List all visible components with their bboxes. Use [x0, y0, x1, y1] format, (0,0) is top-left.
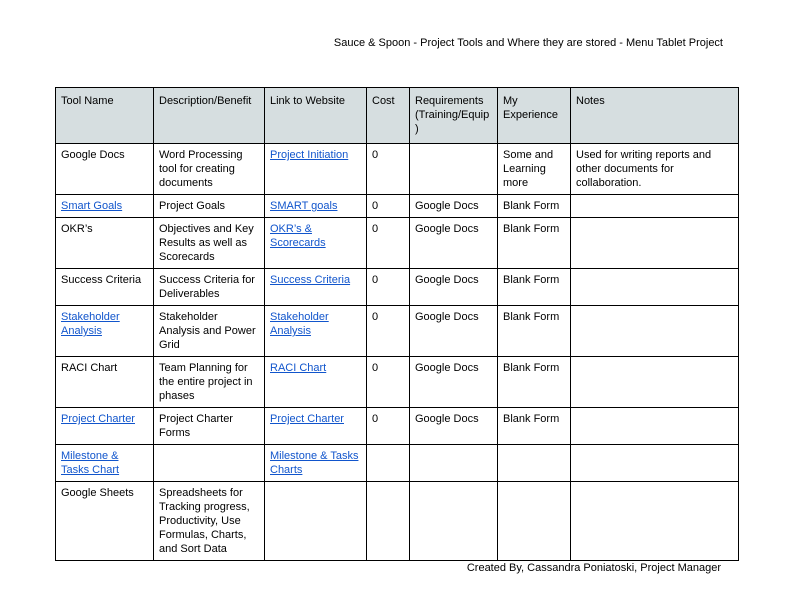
cell-experience	[498, 218, 571, 269]
cell-text: Google Docs	[61, 149, 125, 161]
cell-notes	[571, 445, 739, 482]
cell-text: Blank Form	[503, 223, 560, 235]
column-header-description-benefit: Description/Benefit	[154, 88, 265, 144]
cell-requirements	[410, 408, 498, 445]
cell-text: 0	[372, 311, 379, 323]
column-header-notes: Notes	[571, 88, 739, 144]
cell-notes	[571, 195, 739, 218]
tool-name-link[interactable]: Milestone & Tasks Chart	[61, 450, 120, 476]
table-row	[56, 144, 739, 195]
cell-description	[154, 482, 265, 561]
cell-notes	[571, 144, 739, 195]
cell-text: Google Docs	[415, 274, 479, 286]
cell-text: Blank Form	[503, 362, 560, 374]
cell-tool	[56, 482, 154, 561]
cell-text: Google Docs	[415, 200, 479, 212]
cell-website	[265, 218, 367, 269]
cell-notes	[571, 408, 739, 445]
cell-text: Google Docs	[415, 311, 479, 323]
cell-text: Stakeholder Analysis and Power Grid	[159, 311, 256, 351]
table-body	[56, 144, 739, 561]
cell-text: 0	[372, 200, 379, 212]
cell-experience	[498, 445, 571, 482]
website-link[interactable]: RACI Chart	[270, 362, 327, 374]
cell-text: Some and Learning more	[503, 149, 554, 189]
table-row	[56, 306, 739, 357]
cell-tool	[56, 408, 154, 445]
cell-text: Google Docs	[415, 362, 479, 374]
website-link[interactable]: OKR’s & Scorecards	[270, 223, 326, 249]
cell-website	[265, 195, 367, 218]
cell-notes	[571, 218, 739, 269]
cell-experience	[498, 269, 571, 306]
cell-experience	[498, 144, 571, 195]
cell-notes	[571, 306, 739, 357]
table-row	[56, 218, 739, 269]
cell-cost	[367, 408, 410, 445]
column-header-requirements: Requirements (Training/Equip)	[410, 88, 498, 144]
table-row	[56, 482, 739, 561]
table-row	[56, 357, 739, 408]
cell-text: Blank Form	[503, 274, 560, 286]
website-link[interactable]: Project Initiation	[270, 149, 349, 161]
cell-text: Objectives and Key Results as well as Scorecards	[159, 223, 254, 263]
cell-text: Team Planning for the entire project in phases	[159, 362, 253, 402]
website-link[interactable]: Milestone & Tasks Charts	[270, 450, 359, 476]
cell-description	[154, 408, 265, 445]
cell-text: 0	[372, 149, 379, 161]
cell-text: Blank Form	[503, 413, 560, 425]
cell-tool	[56, 445, 154, 482]
project-tools-table	[55, 87, 739, 561]
website-link[interactable]: SMART goals	[270, 200, 338, 212]
cell-text: RACI Chart	[61, 362, 118, 374]
table-row	[56, 408, 739, 445]
cell-description	[154, 445, 265, 482]
cell-text: Word Processing tool for creating documents	[159, 149, 243, 189]
cell-experience	[498, 306, 571, 357]
cell-cost	[367, 269, 410, 306]
cell-requirements	[410, 445, 498, 482]
cell-website	[265, 306, 367, 357]
cell-text: Success Criteria for Deliverables	[159, 274, 255, 300]
cell-cost	[367, 306, 410, 357]
tool-name-link[interactable]: Stakeholder Analysis	[61, 311, 120, 337]
cell-cost	[367, 357, 410, 408]
cell-tool	[56, 218, 154, 269]
document-title: Sauce & Spoon - Project Tools and Where they are stored - Menu Tablet Project	[333, 37, 723, 49]
cell-requirements	[410, 357, 498, 408]
cell-description	[154, 144, 265, 195]
table-row	[56, 195, 739, 218]
cell-experience	[498, 357, 571, 408]
column-header-link-to-website: Link to Website	[265, 88, 367, 144]
column-header-cost: Cost	[367, 88, 410, 144]
column-header-tool-name: Tool Name	[56, 88, 154, 144]
cell-text: Blank Form	[503, 311, 560, 323]
cell-requirements	[410, 269, 498, 306]
cell-requirements	[410, 306, 498, 357]
cell-text: 0	[372, 362, 379, 374]
cell-text: 0	[372, 413, 379, 425]
cell-experience	[498, 408, 571, 445]
website-link[interactable]: Stakeholder Analysis	[270, 311, 329, 337]
cell-website	[265, 144, 367, 195]
table-row	[56, 445, 739, 482]
tool-name-link[interactable]: Smart Goals	[61, 200, 123, 212]
cell-description	[154, 195, 265, 218]
cell-tool	[56, 306, 154, 357]
cell-requirements	[410, 195, 498, 218]
cell-text: Blank Form	[503, 200, 560, 212]
cell-text: Google Docs	[415, 223, 479, 235]
table-row	[56, 269, 739, 306]
website-link[interactable]: Success Criteria	[270, 274, 351, 286]
cell-requirements	[410, 218, 498, 269]
cell-tool	[56, 195, 154, 218]
cell-text: Project Goals	[159, 200, 226, 212]
cell-experience	[498, 195, 571, 218]
cell-requirements	[410, 482, 498, 561]
cell-website	[265, 482, 367, 561]
cell-text: Google Docs	[415, 413, 479, 425]
header-row	[56, 88, 739, 144]
website-link[interactable]: Project Charter	[270, 413, 344, 425]
cell-description	[154, 306, 265, 357]
cell-text: 0	[372, 223, 379, 235]
cell-text: Success Criteria	[61, 274, 142, 286]
tool-name-link[interactable]: Project Charter	[61, 413, 135, 425]
cell-cost	[367, 218, 410, 269]
cell-text: Used for writing reports and other documents for collaboration.	[576, 149, 712, 189]
cell-text: 0	[372, 274, 379, 286]
column-header-my-experience: My Experience	[498, 88, 571, 144]
cell-notes	[571, 357, 739, 408]
document-footer: Created By, Cassandra Poniatoski, Project Manager	[466, 562, 721, 574]
cell-website	[265, 269, 367, 306]
cell-text: Google Sheets	[61, 487, 134, 499]
cell-requirements	[410, 144, 498, 195]
cell-tool	[56, 269, 154, 306]
cell-text: Project Charter Forms	[159, 413, 233, 439]
cell-text: OKR’s	[61, 223, 93, 235]
cell-tool	[56, 144, 154, 195]
cell-description	[154, 218, 265, 269]
cell-cost	[367, 144, 410, 195]
cell-description	[154, 269, 265, 306]
cell-cost	[367, 195, 410, 218]
cell-notes	[571, 482, 739, 561]
cell-cost	[367, 445, 410, 482]
cell-text: Spreadsheets for Tracking progress, Productivity, Use Formulas, Charts, and Sort Data	[159, 487, 250, 555]
cell-website	[265, 357, 367, 408]
cell-notes	[571, 269, 739, 306]
cell-tool	[56, 357, 154, 408]
cell-experience	[498, 482, 571, 561]
cell-cost	[367, 482, 410, 561]
cell-website	[265, 408, 367, 445]
cell-description	[154, 357, 265, 408]
cell-website	[265, 445, 367, 482]
